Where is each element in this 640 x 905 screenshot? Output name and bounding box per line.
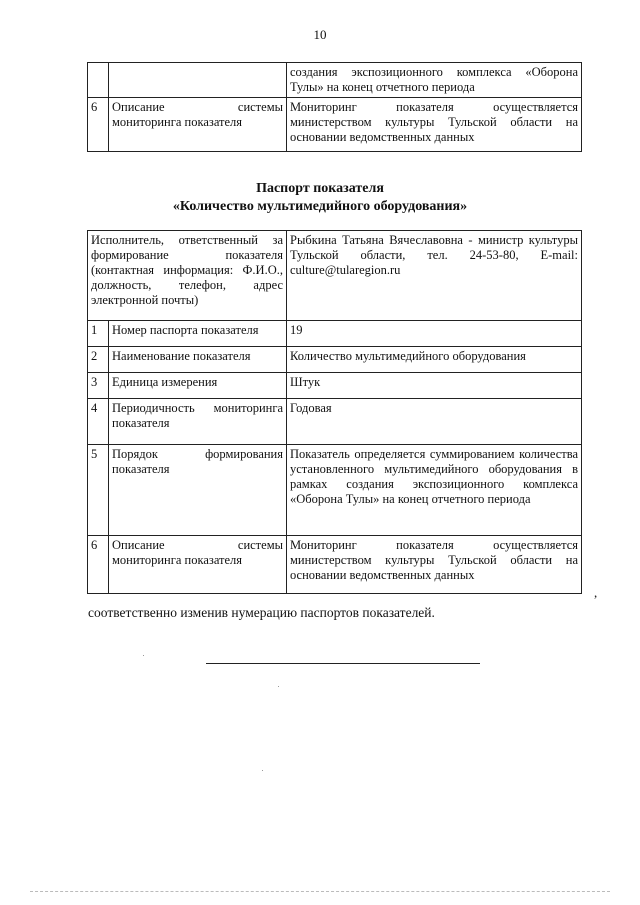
scan-speck <box>262 770 263 771</box>
table-row <box>88 399 582 445</box>
row-label: Номер паспорта показателя <box>109 321 287 347</box>
row-number: 6 <box>88 536 109 594</box>
table-row <box>88 98 582 152</box>
row-number <box>88 63 109 98</box>
closing-text: соответственно изменив нумерацию паспортов показателей. <box>88 605 435 620</box>
row-label: Описание системы мониторинга показателя <box>109 536 287 594</box>
row-number: 5 <box>88 445 109 536</box>
row-value: Количество мультимедийного оборудования <box>287 347 582 373</box>
scan-speck <box>143 655 144 656</box>
executor-label: Исполнитель, ответственный за формирование показателя (контактная информация: Ф.И.О., должность, телефон, адрес электронной почты) <box>88 231 287 321</box>
row-label: Наименование показателя <box>109 347 287 373</box>
page-number: 10 <box>313 27 327 42</box>
row-label: Порядок формирования показателя <box>109 445 287 536</box>
passport-title: Паспорт показателя <box>256 181 384 196</box>
row-label: Описание системы мониторинга показателя <box>109 98 287 152</box>
row-number: 2 <box>88 347 109 373</box>
row-number: 1 <box>88 321 109 347</box>
table-row <box>88 373 582 399</box>
row-value: 19 <box>287 321 582 347</box>
end-rule <box>206 663 480 664</box>
row-number: 4 <box>88 399 109 445</box>
table-row <box>88 536 582 594</box>
row-label <box>109 63 287 98</box>
executor-value: Рыбкина Татьяна Вячеславовна - министр культуры Тульской области, тел. 24-53-80, E-mail: culture@tularegion.ru <box>287 231 582 321</box>
table-row <box>88 347 582 373</box>
passport-subtitle: «Количество мультимедийного оборудования» <box>172 199 468 214</box>
row-label: Единица измерения <box>109 373 287 399</box>
row-number: 3 <box>88 373 109 399</box>
executor-row <box>88 231 582 321</box>
row-value: создания экспозиционного комплекса «Оборона Тулы» на конец отчетного периода <box>287 63 582 98</box>
row-value: Штук <box>287 373 582 399</box>
row-value: Мониторинг показателя осуществляется министерством культуры Тульской области на основании ведомственных данных <box>287 98 582 152</box>
continuation-table <box>87 62 582 152</box>
row-value: Мониторинг показателя осуществляется министерством культуры Тульской области на основании ведомственных данных <box>287 536 582 594</box>
table-row <box>88 63 582 98</box>
row-label: Периодичность мониторинга показателя <box>109 399 287 445</box>
scan-edge-line <box>30 891 610 892</box>
row-value: Показатель определяется суммированием количества установленного мультимедийного оборудования в рамках создания экспозиционного комплекса «Оборона Тулы» на конец отчетного периода <box>287 445 582 536</box>
table-row <box>88 321 582 347</box>
table-row <box>88 445 582 536</box>
row-number: 6 <box>88 98 109 152</box>
trailing-comma: , <box>594 585 598 600</box>
scan-speck <box>278 686 279 687</box>
row-value: Годовая <box>287 399 582 445</box>
passport-table <box>87 230 582 594</box>
